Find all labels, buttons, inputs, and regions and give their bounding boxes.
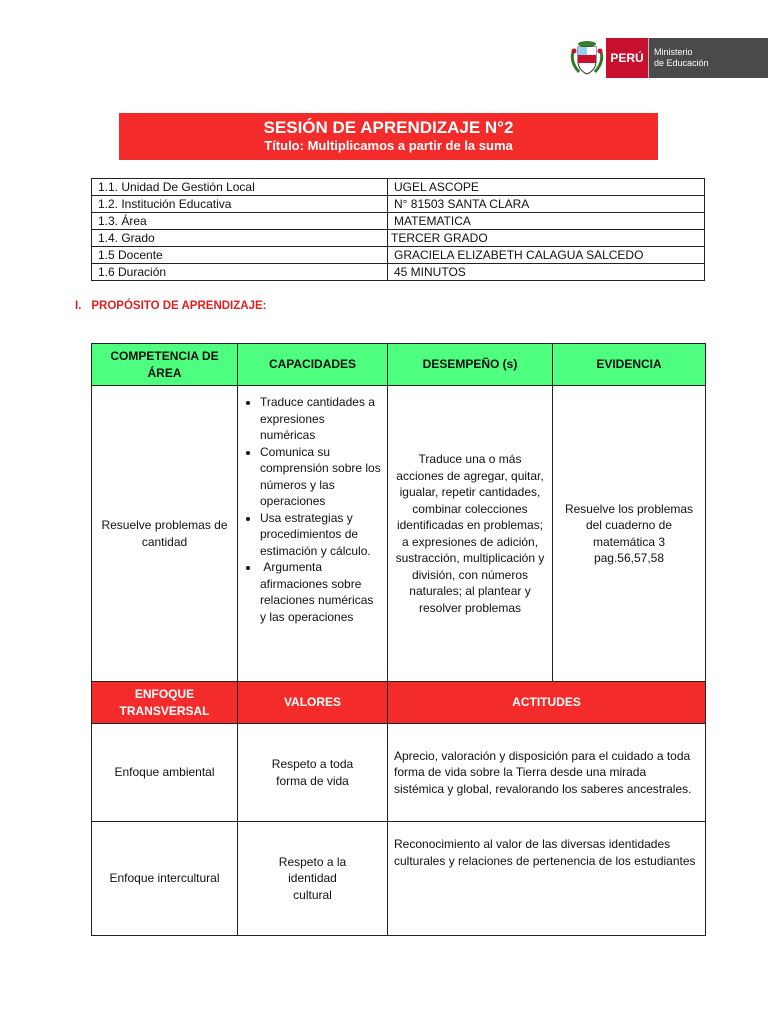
header-actitudes: ACTITUDES [388,682,706,724]
actitud-cell: Reconocimiento al valor de las diversas identidades culturales y relaciones de pertenencia de los estudiantes [388,822,706,936]
general-info-table [91,178,705,281]
session-subtitle: Título: Multiplicamos a partir de la suma [264,138,513,153]
section-title: PROPÓSITO DE APRENDIZAJE: [91,300,267,312]
capacidades-list [244,394,381,625]
info-value: MATEMATICA [388,213,705,230]
ministry-label [648,38,768,78]
info-label: 1.6 Duración [92,264,388,281]
list-item: • Argumenta afirmaciones sobre relaciones numéricas y las operaciones [260,559,381,625]
learning-purpose-table [91,343,706,936]
section-heading [75,300,266,312]
table-header-row [92,682,706,724]
table-row [92,724,706,822]
list-item: • Usa estrategias y procedimientos de estimación y cálculo. [260,510,381,560]
info-value: UGEL ASCOPE [388,179,705,196]
table-row [92,213,705,230]
ministry-line-1: Ministerio [654,47,693,57]
header-competencia: COMPETENCIA DE ÁREA [92,344,238,386]
actitud-cell: Aprecio, valoración y disposición para el cuidado a toda forma de vida sobre la Tierra desde una mirada sistémica y global, revalorando los saberes ancestrales. [388,724,706,822]
header-evidencia: EVIDENCIA [553,344,706,386]
table-row [92,230,705,247]
evidencia-cell: Resuelve los problemas del cuaderno de matemática 3 pag.56,57,58 [553,386,706,682]
session-title: SESIÓN DE APRENDIZAJE N°2 [263,118,514,137]
valor-cell: Respeto a la identidad cultural [238,822,388,936]
table-row [92,822,706,936]
list-item: • Comunica su comprensión sobre los números y las operaciones [260,444,381,510]
table-row [92,179,705,196]
list-item: • Traduce cantidades a expresiones numéricas [260,394,381,444]
info-label: 1.5 Docente [92,247,388,264]
capacidades-cell [238,386,388,682]
info-value: 45 MINUTOS [388,264,705,281]
table-row [92,264,705,281]
info-label: 1.1. Unidad De Gestión Local [92,179,388,196]
info-label: 1.4. Grado [92,230,388,247]
country-label: PERÚ [606,38,648,78]
table-row [92,386,706,682]
header-desempeno: DESEMPEÑO (s) [388,344,553,386]
enfoque-cell: Enfoque ambiental [92,724,238,822]
competencia-cell: Resuelve problemas de cantidad [92,386,238,682]
session-title-banner [119,113,658,160]
table-row [92,196,705,213]
header-enfoque: ENFOQUE TRANSVERSAL [92,682,238,724]
info-value: GRACIELA ELIZABETH CALAGUA SALCEDO [388,247,705,264]
info-label: 1.3. Área [92,213,388,230]
desempeno-cell: Traduce una o más acciones de agregar, quitar, igualar, repetir cantidades, combinar colecciones identificadas en problemas; a expresiones de adición, sustracción, multiplicación y división, con números naturales; al plantear y resolver problemas [388,386,553,682]
ministry-logo [570,38,768,78]
section-number: I. [75,300,82,312]
info-value: TERCER GRADO [388,230,705,247]
ministry-line-2: de Educación [654,58,709,68]
enfoque-cell: Enfoque intercultural [92,822,238,936]
table-header-row [92,344,706,386]
info-label: 1.2. Institución Educativa [92,196,388,213]
header-capacidades: CAPACIDADES [238,344,388,386]
info-value: N° 81503 SANTA CLARA [388,196,705,213]
valor-cell: Respeto a toda forma de vida [238,724,388,822]
header-valores: VALORES [238,682,388,724]
table-row [92,247,705,264]
peru-coat-of-arms-icon [570,38,604,78]
